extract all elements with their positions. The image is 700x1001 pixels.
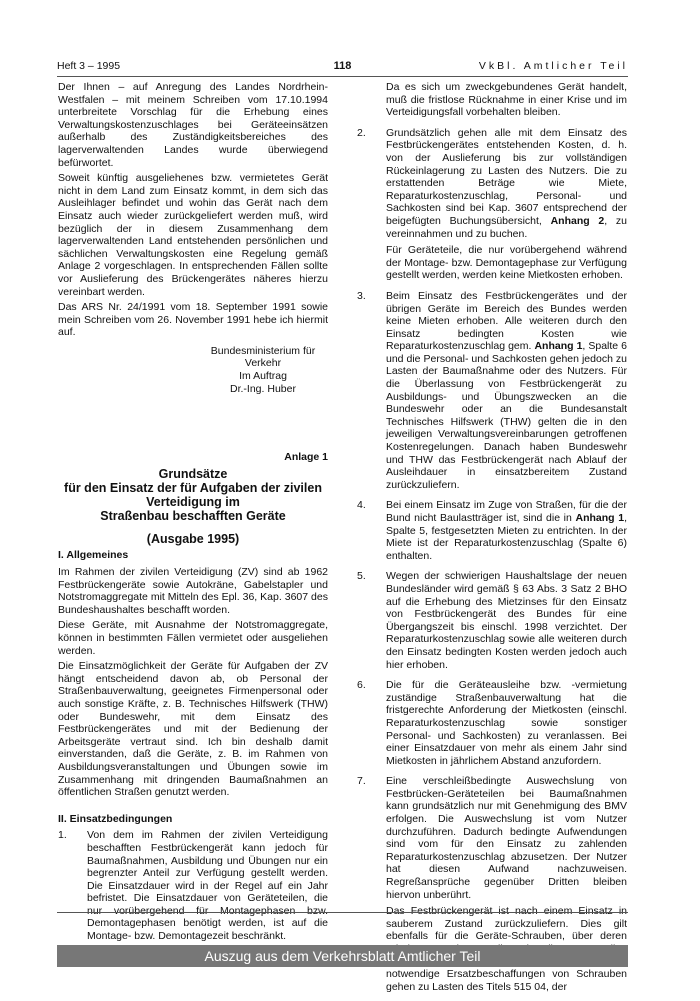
title-line: Grundsätze: [158, 466, 228, 481]
section-heading-conditions: II. Einsatzbedingungen: [58, 812, 173, 825]
item-text: Von dem im Rahmen der zivilen Verteidigung beschafften Festbrückengerät kann jedoch für Baumaßnahmen, Ausbildung und Übungen nur ein begrenzter Anteil zur Verfügung gestellt werden. Die Einsatzdauer wird in der Regel auf ein Jahr befristet. Die Einsatzdauer von Geräteteilen, die nur vorübergehend für Montagephasen bzw. Demontagephasen benötigt werden, ist auf die Montage- bzw. Demontagezeit beschränkt.: [87, 829, 328, 943]
left-column: [58, 81, 328, 951]
footer-banner: Auszug aus dem Verkehrsblatt Amtlicher Teil: [57, 945, 628, 967]
section-heading-general: I. Allgemeines: [58, 549, 129, 562]
list-item: [58, 829, 328, 946]
item-text: Da es sich um zweckgebundenes Gerät handelt, muß die fristlose Rücknahme in einer Krise und im Verteidigungsfall vorbehalten bleiben.: [386, 81, 627, 119]
intro-paragraph: Soweit künftig ausgeliehenes bzw. vermietetes Gerät nicht in dem Land zum Einsatz kommt, in dem sich das Ausleihlager befindet und wohin das Gerät nach dem Einsatz auch wieder zurückgeliefert werden muß, wird bezüglich der in diesem Zusammenhang dem lagerverwaltenden Land entstehenden persönlichen und sächlichen Verwaltungskosten eine Regelung gemäß Anlage 2 vorgeschlagen. In entsprechenden Fällen sollte vor Auslieferung des Brückengerätes näheres hierzu vereinbart werden.: [58, 172, 328, 298]
document-title: [58, 467, 328, 523]
footer-divider: [57, 912, 628, 913]
title-line: für den Einsatz der für Aufgaben der zivilen: [64, 480, 322, 495]
item-number: 3.: [357, 289, 366, 302]
item-number: 1.: [58, 829, 67, 842]
journal-name: VkBl. Amtlicher Teil: [478, 60, 628, 72]
item-number: 7.: [357, 775, 366, 788]
list-item: [357, 127, 627, 286]
list-item: [357, 570, 627, 675]
page-header: [57, 60, 628, 74]
item-text: Für Geräteteile, die nur vorübergehend während der Montage- bzw. Demontagephase zur Verfügung gestellt werden, werden keine Mietkosten erhoben.: [386, 244, 627, 282]
anlage-label: Anlage 1: [284, 451, 328, 464]
intro-paragraph: Der Ihnen – auf Anregung des Landes Nordrhein-Westfalen – mit meinem Schreiben vom 17.10.1994 unterbreitete Vorschlag für die Erhebung eines Verwaltungskostenzuschlages bei Geräteeinsätzen außerhalb des Zuständigkeitsbereiches des lagerverwaltenden Landes wurde überwiegend befürwortet.: [58, 81, 328, 169]
title-line: Verteidigung im: [146, 494, 240, 509]
right-column: [357, 81, 627, 1001]
title-line: Straßenbau beschafften Geräte: [100, 508, 286, 523]
intro-paragraph: Das ARS Nr. 24/1991 vom 18. September 1991 sowie mein Schreiben vom 26. November 1991 hebe ich hiermit auf.: [58, 301, 328, 339]
annex-reference: Anhang 1: [534, 340, 583, 353]
list-item: [357, 81, 627, 123]
list-item: [357, 499, 627, 566]
signature-ministry: Bundesministerium für Verkehr: [210, 344, 316, 370]
annex-reference: Anhang 2: [550, 214, 605, 227]
item-number: 2.: [357, 126, 366, 139]
signature-name: Dr.-Ing. Huber: [230, 382, 296, 395]
header-divider: [57, 76, 628, 77]
item-text: Bei einem Einsatz im Zuge von Straßen, für die der Bund nicht Baulastträger ist, sind die in Anhang 1, Spalte 5, festgesetzten Mieten zu entrichten. In der Miete ist der Reparaturkostenzuschlag (Spalte 6) enthalten.: [386, 499, 627, 562]
section-paragraph: Die Einsatzmöglichkeit der Geräte für Aufgaben der ZV hängt entscheidend davon ab, ob Personal der Straßenbauverwaltung, geeignetes Firmenpersonal oder auch sonstige Kräfte, z. B. Technisches Hilfswerk (THW) oder Bundeswehr, mit dem Einsatz des Festbrückengerätes und mit der Bedienung der Arbeitsgeräte vertraut sind. Ich bin deshalb damit einverstanden, daß die Geräte, z. B. im Rahmen von Ausbildungsveranstaltungen und Übungen sowie im Zusammenhang mit dringenden Baumaßnahmen an öffentlichen Straßen genutzt werden.: [58, 660, 328, 799]
item-text: Wegen der schwierigen Haushaltslage der neuen Bundesländer wird gemäß § 63 Abs. 3 Satz 2 BHO auf die Erhebung des Mietzinses für den Einsatz von Festbrückengerät des Bundes für eine Übergangszeit bis einschl. 1998 verzichtet. Der Reparaturkostenzuschlag sowie alle weiteren durch den Einsatz bedingten Kosten werden jedoch auch hier erhoben.: [386, 570, 627, 671]
item-text: Die für die Geräteausleihe bzw. -vermietung zuständige Straßenbauverwaltung hat die fristgerechte Anforderung der Mietkosten (einschl. Reparaturkostenzuschlag sowie sonstiger Personal- und Sachkosten) zu veranlassen. Bei einer Einsatzdauer von mehr als einem Jahr sind Mietkosten in jährlichem Abstand anzufordern.: [386, 679, 627, 767]
item-text: Beim Einsatz des Festbrückengerätes und der übrigen Geräte im Bereich des Bundes werden keine Mieten erhoben. Alle weiteren durch den Einsatz bedingten Kosten wie Reparaturkostenzuschlag gem. Anhang 1, Spalte 6 und die Personal- und Sachkosten gehen jedoch zu Lasten der Baumaßnahme oder des Nutzers. Für die Überlassung von Festbrückengerät zu Ausbildungs- und Übungszwecken an die Bundeswehr oder an die Bundesanstalt Technisches Hilfswerk (THW) gelten die in den jeweiligen Verwaltungsvereinbarungen getroffenen Kostenregelungen. Danach haben Bundeswehr und THW das Festbrückengerät nach Ablauf der Ausleihdauer in einsatzbereitem Zustand zurückzuliefern.: [386, 289, 627, 491]
document-edition: (Ausgabe 1995): [146, 531, 240, 546]
page-number: 118: [333, 60, 352, 72]
item-text: Das Festbrückengerät ist nach einem Einsatz in sauberem Zustand zurückzuliefern. Dies gilt ebenfalls für die Geräte-Schrauben, über deren notwendige Ersatzbeschaffungen von Schrauben gehen zu Lasten des Titels 515 04, der: [386, 905, 627, 993]
item-number: 6.: [357, 679, 366, 692]
issue-label: Heft 3 – 1995: [57, 60, 121, 72]
signature-on-behalf: Im Auftrag: [239, 370, 287, 383]
section-paragraph: Diese Geräte, mit Ausnahme der Notstromaggregate, können in bestimmten Fällen vermietet oder ausgeliehen werden.: [58, 619, 328, 657]
list-item: [357, 679, 627, 771]
item-text: Eine verschleißbedingte Auswechslung von Festbrücken-Geräteteilen bei Baumaßnahmen kann grundsätzlich nur mit Genehmigung des BMV erfolgen. Die Auswechslung ist vom Nutzer durchzuführen. Dadurch bedingte Aufwendungen sind vom für den Einsatz zu zahlenden Reparaturkostenzuschlag abzusetzen. Der Nutzer hat diesen Aufwand nachzuweisen. Regreßansprüche gegenüber Dritten bleiben hiervon unberührt.: [386, 775, 627, 901]
signature-block: [198, 345, 328, 395]
item-number: 4.: [357, 499, 366, 512]
item-text: Grundsätzlich gehen alle mit dem Einsatz des Festbrückengerätes entstehenden Kosten, d. h. von der Auslieferung bis zur vollständigen Rückeinlagerung zu Lasten des Nutzers. Die zu erstattenden Beträge wie Miete, Reparaturkostenzuschlag, Personal- und Sachkosten sind bei Kap. 3607 entsprechend der beigefügten Buchungsübersicht, Anhang 2, zu vereinnahmen und zu buchen.: [386, 126, 627, 240]
item-number: 5.: [357, 570, 366, 583]
section-paragraph: Im Rahmen der zivilen Verteidigung (ZV) sind ab 1962 Festbrückengeräte sowie Autokräne, Gabelstapler und Notstromaggregate mit Mitteln des Epl. 36, Kap. 3607 des Bundeshaushaltes beschafft worden.: [58, 566, 328, 616]
annex-reference: Anhang 1: [575, 512, 625, 524]
list-item: [357, 290, 627, 496]
